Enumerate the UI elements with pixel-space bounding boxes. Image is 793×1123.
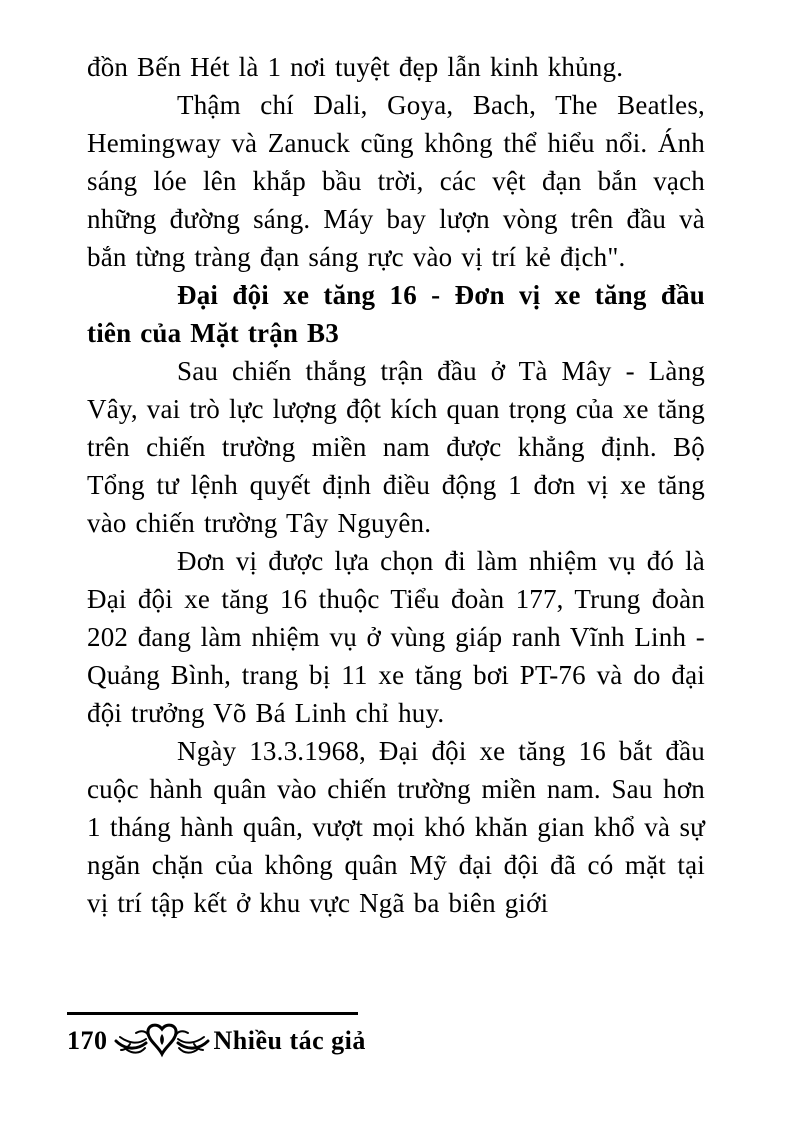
paragraph-body: Sau chiến thắng trận đầu ở Tà Mây - Làng Vây, vai trò lực lượng đột kích quan trọng của xe tăng trên chiến trường miền nam được khẳng định. Bộ Tổng tư lệnh quyết định điều động 1 đơn vị xe tăng vào chiến trường Tây Nguyên. bbox=[87, 356, 705, 538]
paragraph-body: Đơn vị được lựa chọn đi làm nhiệm vụ đó là Đại đội xe tăng 16 thuộc Tiểu đoàn 177, Trung đoàn 202 đang làm nhiệm vụ ở vùng giáp ranh Vĩnh Linh - Quảng Bình, trang bị 11 xe tăng bơi PT-76 và do đại đội trưởng Võ Bá Linh chỉ huy. bbox=[87, 546, 705, 728]
paragraph-body: Ngày 13.3.1968, Đại đội xe tăng 16 bắt đầu cuộc hành quân vào chiến trường miền nam. Sau hơn 1 tháng hành quân, vượt mọi khó khăn gian khổ và sự ngăn chặn của không quân Mỹ đại đội đã có mặt tại vị trí tập kết ở khu vực Ngã ba biên giới bbox=[87, 736, 705, 918]
footer-book-title: Nhiều tác giả bbox=[213, 1026, 366, 1055]
page-text bbox=[87, 48, 705, 922]
section-heading: Đại đội xe tăng 16 - Đơn vị xe tăng đầu tiên của Mặt trận B3 bbox=[87, 280, 705, 348]
footer-row bbox=[67, 1021, 727, 1061]
footer-rule bbox=[67, 1012, 358, 1015]
paragraph-quote: Thậm chí Dali, Goya, Bach, The Beatles, Hemingway và Zanuck cũng không thể hiểu nổi. Ánh sáng lóe lên khắp bầu trời, các vệt đạn bắn vạch những đường sáng. Máy bay lượn vòng trên đầu và bắn từng tràng đạn sáng rực vào vị trí kẻ địch". bbox=[87, 90, 705, 272]
page-number: 170 bbox=[67, 1026, 108, 1055]
page-footer bbox=[67, 1012, 727, 1061]
floral-flourish-icon bbox=[114, 1021, 210, 1061]
paragraph-continuation: đồn Bến Hét là 1 nơi tuyệt đẹp lẫn kinh khủng. bbox=[87, 52, 624, 82]
